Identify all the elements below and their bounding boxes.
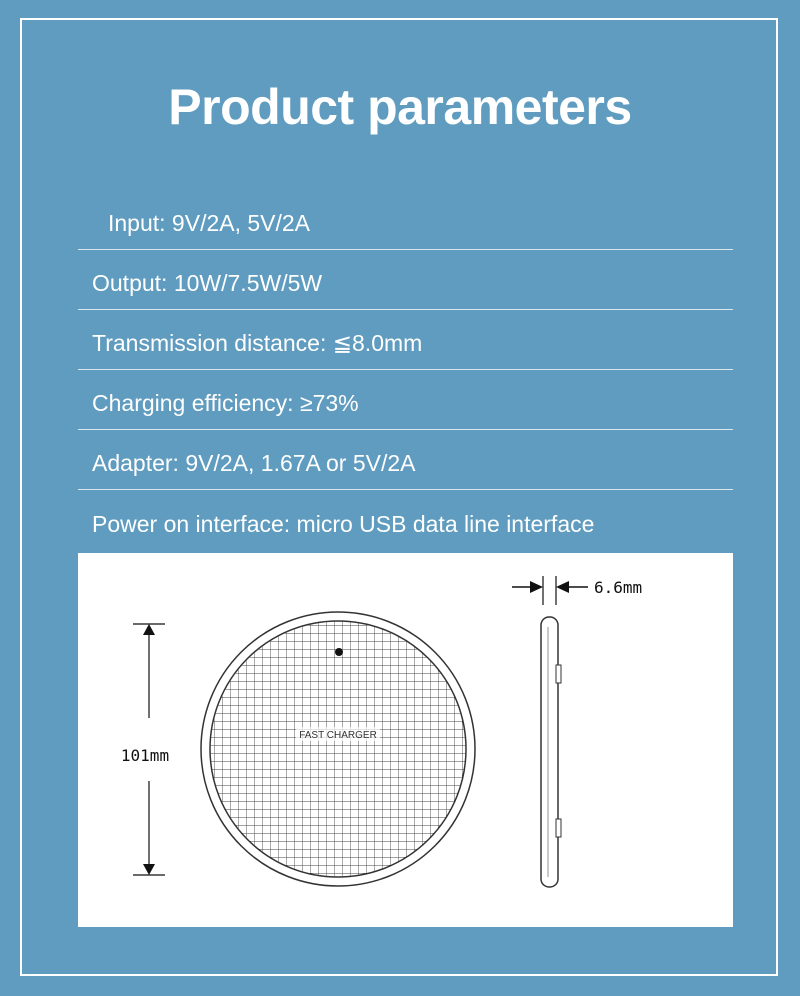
indicator-light-icon — [335, 648, 343, 656]
param-output: Output: 10W/7.5W/5W — [78, 250, 733, 310]
diameter-label: 101mm — [120, 746, 170, 765]
thickness-label: 6.6mm — [594, 578, 643, 597]
page-title: Product parameters — [168, 79, 632, 135]
charger-top-view — [201, 612, 475, 886]
parameter-list — [78, 190, 733, 550]
thickness-dimension — [512, 576, 588, 605]
charger-dimension-diagram — [78, 553, 733, 927]
param-transmission-distance: Transmission distance: ≦8.0mm — [78, 310, 733, 370]
charger-side-view — [541, 617, 561, 887]
param-power-interface: Power on interface: micro USB data line interface — [92, 510, 595, 537]
param-charging-efficiency: Charging efficiency: ≥73% — [78, 370, 733, 430]
param-input: Input: 9V/2A, 5V/2A — [78, 190, 733, 250]
device-text: FAST CHARGER — [299, 730, 377, 741]
param-adapter: Adapter: 9V/2A, 1.67A or 5V/2A — [78, 430, 733, 490]
